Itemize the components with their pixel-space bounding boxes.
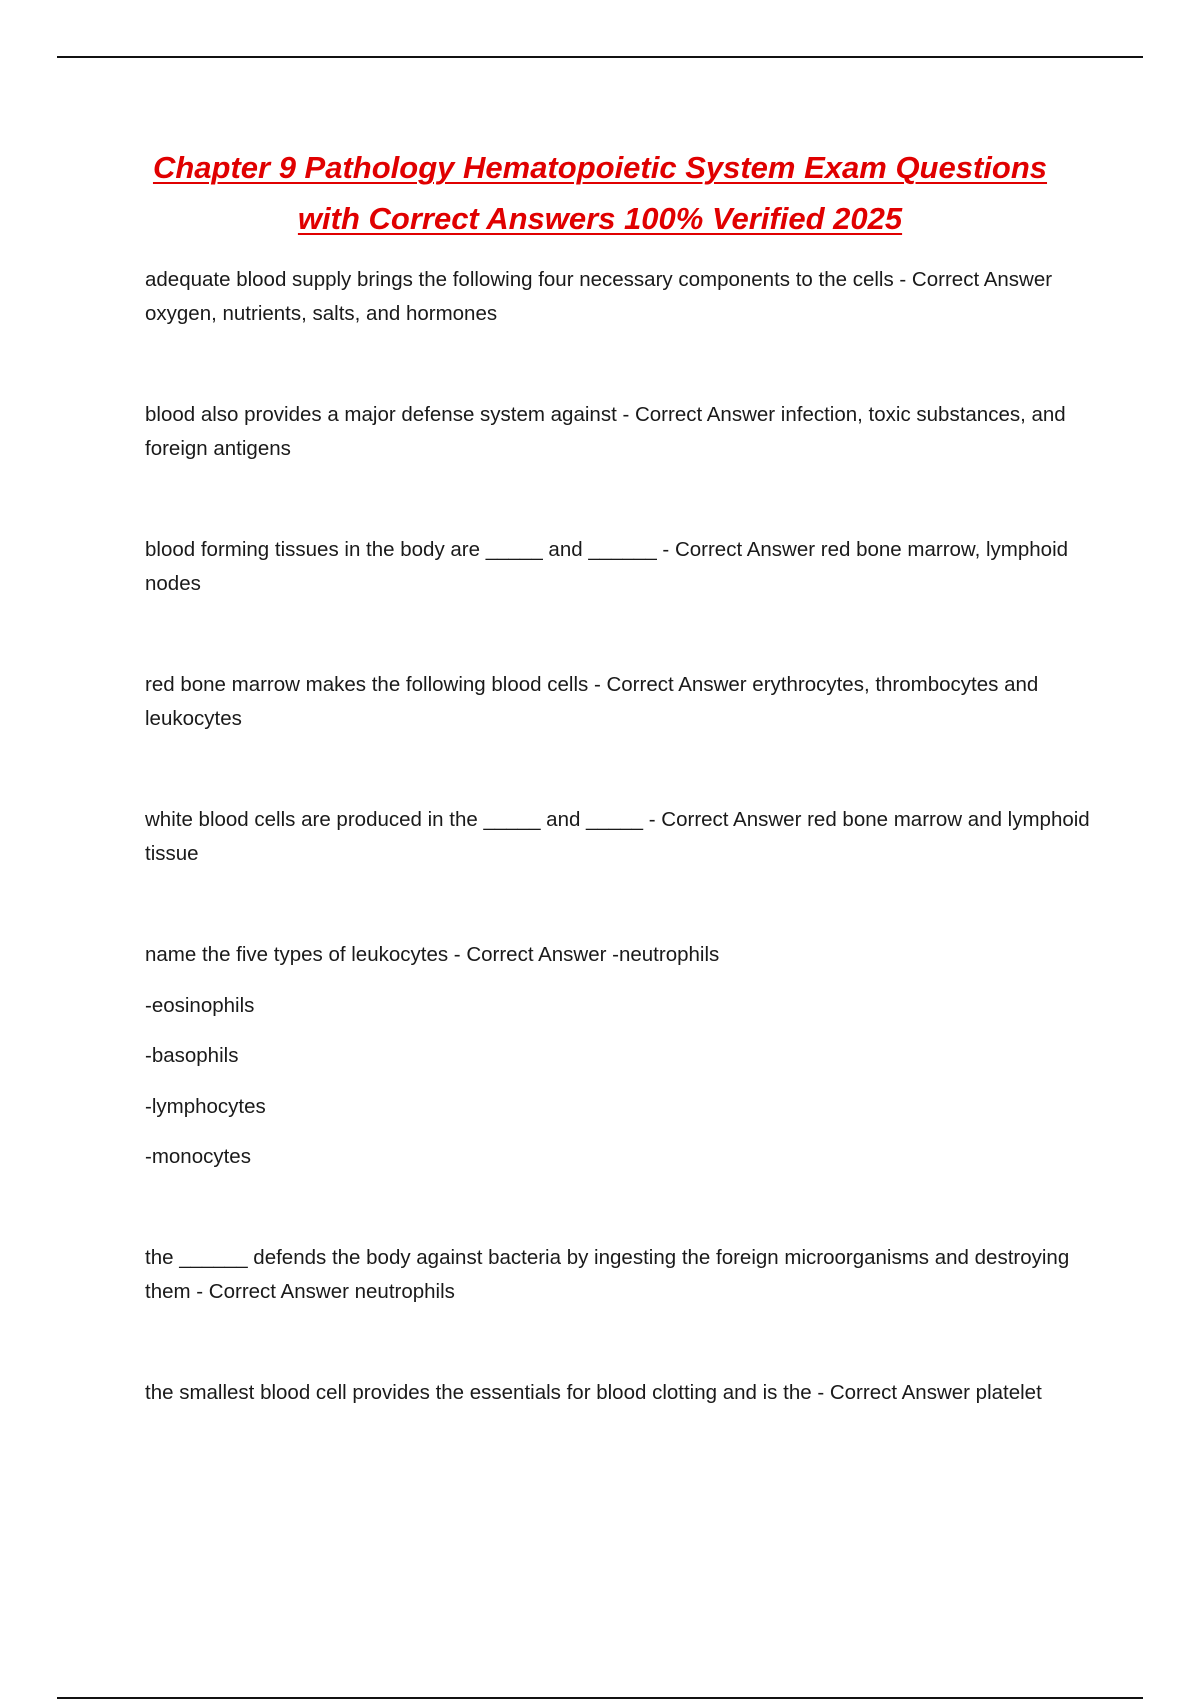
list-item-eosinophils: -eosinophils (145, 994, 255, 1017)
list-item-lymphocytes: -lymphocytes (145, 1095, 266, 1118)
list-item-basophils: -basophils (145, 1044, 239, 1067)
question-answer-1: adequate blood supply brings the following four necessary components to the cells - Correct Answer oxygen, nutrients, salts, and hormones (145, 268, 1053, 325)
question-answer-3: blood forming tissues in the body are _____ and ______ - Correct Answer red bone marrow, lymphoid nodes (145, 538, 1069, 595)
header-rule (57, 56, 1143, 58)
footer-rule (57, 1697, 1143, 1699)
question-answer-5: white blood cells are produced in the _____ and _____ - Correct Answer red bone marrow and lymphoid tissue (145, 808, 1090, 865)
title-line-1: Chapter 9 Pathology Hematopoietic System Exam Questions (152, 150, 1048, 185)
title-line-2: with Correct Answers 100% Verified 2025 (297, 201, 903, 236)
question-answer-7: the ______ defends the body against bacteria by ingesting the foreign microorganisms and destroying them - Correct Answer neutrophils (145, 1246, 1070, 1303)
question-answer-6: name the five types of leukocytes - Correct Answer -neutrophils (145, 943, 720, 966)
question-answer-2: blood also provides a major defense system against - Correct Answer infection, toxic substances, and foreign antigens (145, 403, 1066, 460)
question-answer-4: red bone marrow makes the following blood cells - Correct Answer erythrocytes, thrombocytes and leukocytes (145, 673, 1039, 730)
list-item-monocytes: -monocytes (145, 1145, 251, 1168)
question-answer-8: the smallest blood cell provides the essentials for blood clotting and is the - Correct Answer platelet (145, 1381, 1042, 1404)
document-title (57, 142, 1143, 244)
